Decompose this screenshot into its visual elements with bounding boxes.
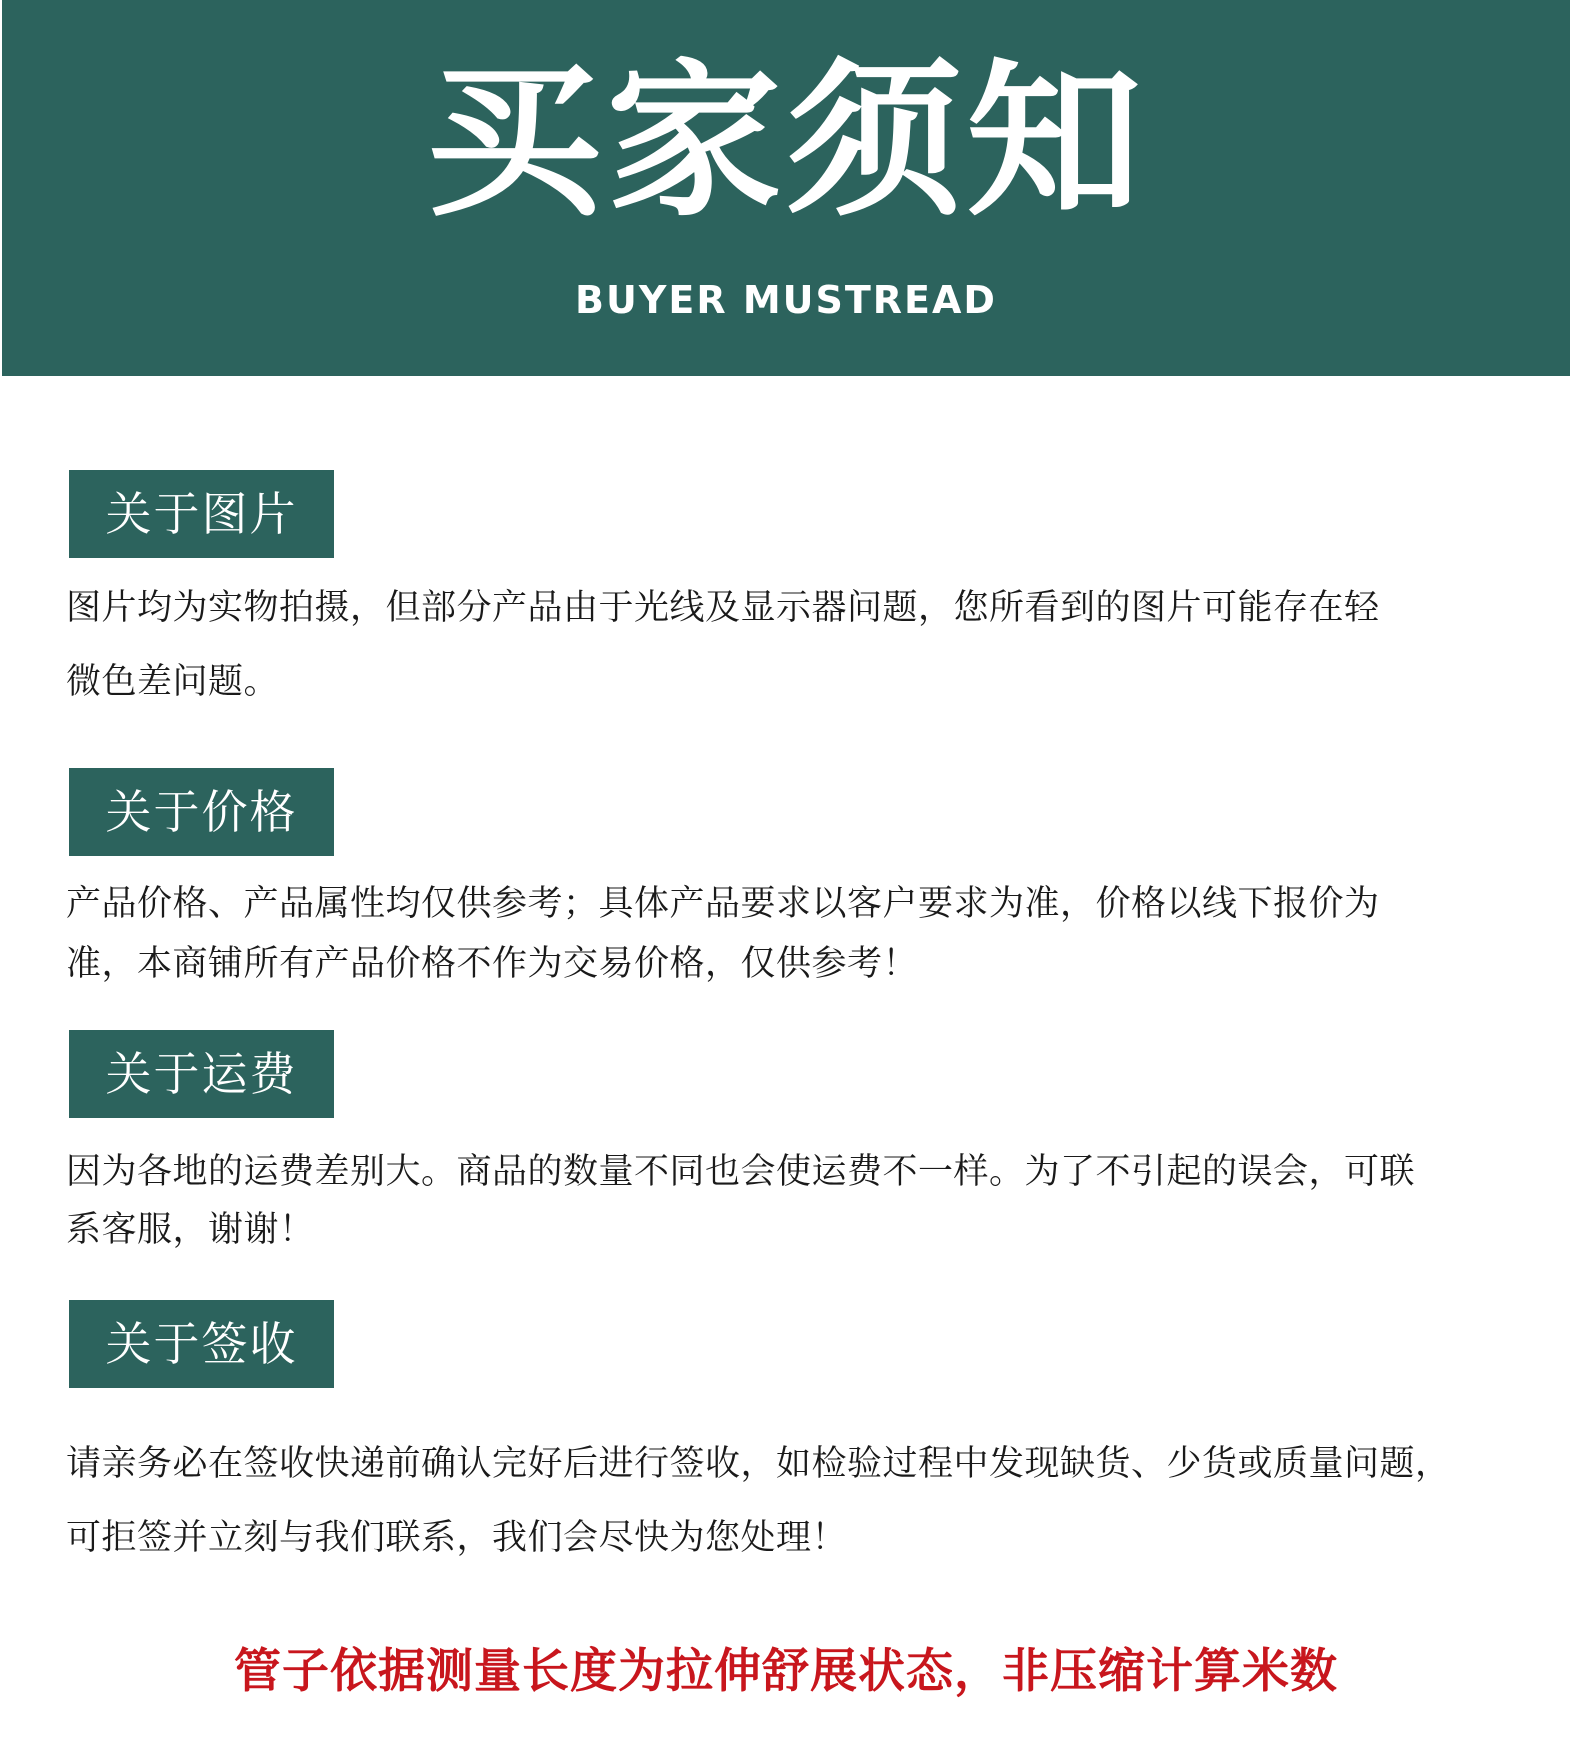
- text-line: 图片均为实物拍摄，但部分产品由于光线及显示器问题，您所看到的图片可能存在轻: [66, 588, 1380, 628]
- footer-note: 管子依据测量长度为拉伸舒展状态，非压缩计算米数: [234, 1644, 1338, 1699]
- section-heading-pictures: 关于图片: [69, 470, 334, 558]
- text-line: 因为各地的运费差别大。商品的数量不同也会使运费不一样。为了不引起的误会，可联: [66, 1152, 1416, 1192]
- text-line: 可拒签并立刻与我们联系，我们会尽快为您处理！: [66, 1518, 848, 1558]
- text-line: 微色差问题。: [66, 662, 280, 702]
- section-heading-price: 关于价格: [69, 768, 334, 856]
- text-line: 请亲务必在签收快递前确认完好后进行签收，如检验过程中发现缺货、少货或质量问题，: [66, 1444, 1451, 1484]
- page-title: 买家须知: [425, 44, 1146, 240]
- text-line: 准，本商铺所有产品价格不作为交易价格，仅供参考！: [66, 944, 919, 984]
- text-line: 系客服，谢谢！: [66, 1210, 315, 1250]
- header-banner: [2, 0, 1570, 376]
- section-heading-shipping: 关于运费: [69, 1030, 334, 1118]
- section-heading-receipt: 关于签收: [69, 1300, 334, 1388]
- page-subtitle: BUYER MUSTREAD: [575, 278, 997, 322]
- text-line: 产品价格、产品属性均仅供参考；具体产品要求以客户要求为准，价格以线下报价为: [66, 884, 1380, 924]
